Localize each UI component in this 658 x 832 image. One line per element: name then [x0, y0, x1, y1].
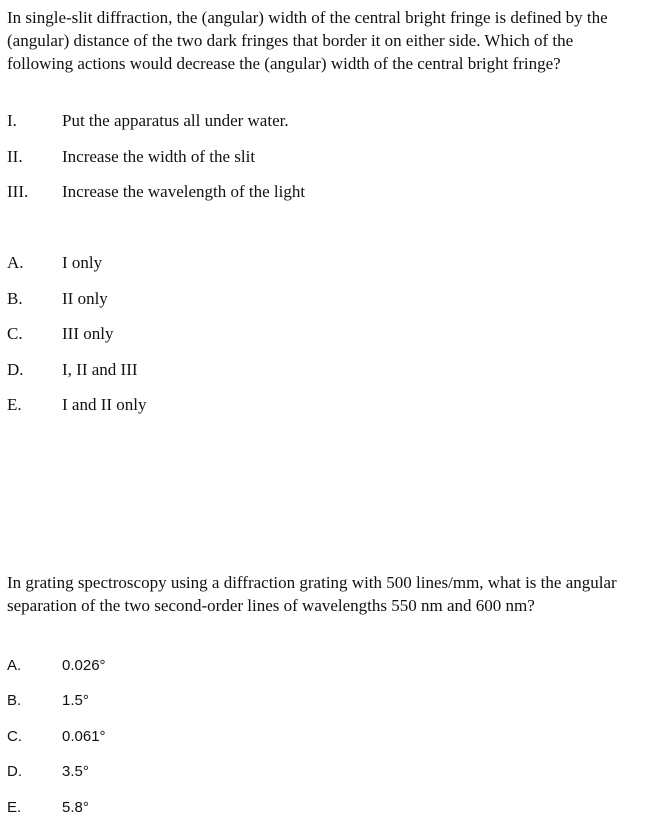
option-label: B. — [7, 289, 23, 308]
question-1-stem: In single-slit diffraction, the (angular) width of the central bright fringe is defined by the (angular) distance of the two dark fringes that border it on either side. Which of the following actions would decrease the (angular) width of the central bright fringe? — [7, 8, 608, 73]
option-text: I, II and III — [62, 360, 138, 379]
option-text: 1.5° — [62, 692, 89, 709]
option-text: III only — [62, 324, 114, 343]
option-text: I only — [62, 253, 103, 272]
option-text: 3.5° — [62, 763, 89, 780]
option-label: A. — [7, 657, 22, 674]
statement-label: I. — [7, 111, 17, 130]
statement-label: III. — [7, 182, 29, 201]
option-text: 0.061° — [62, 728, 106, 745]
option-label: D. — [7, 360, 24, 379]
statement-text: Increase the width of the slit — [62, 147, 256, 166]
statement-text: Put the apparatus all under water. — [62, 111, 289, 130]
option-label: E. — [7, 395, 22, 414]
option-label: C. — [7, 324, 23, 343]
question-2-stem: In grating spectroscopy using a diffraction grating with 500 lines/mm, what is the angular separation of the two second-order lines of wavelengths 550 nm and 600 nm? — [7, 573, 617, 615]
option-label: C. — [7, 728, 22, 745]
option-label: A. — [7, 253, 24, 272]
option-text: I and II only — [62, 395, 147, 414]
option-text: 5.8° — [62, 799, 89, 816]
statement-text: Increase the wavelength of the light — [62, 182, 306, 201]
option-label: E. — [7, 799, 22, 816]
option-label: B. — [7, 692, 22, 709]
statement-label: II. — [7, 147, 23, 166]
option-text: 0.026° — [62, 657, 106, 674]
option-text: II only — [62, 289, 108, 308]
option-label: D. — [7, 763, 22, 780]
